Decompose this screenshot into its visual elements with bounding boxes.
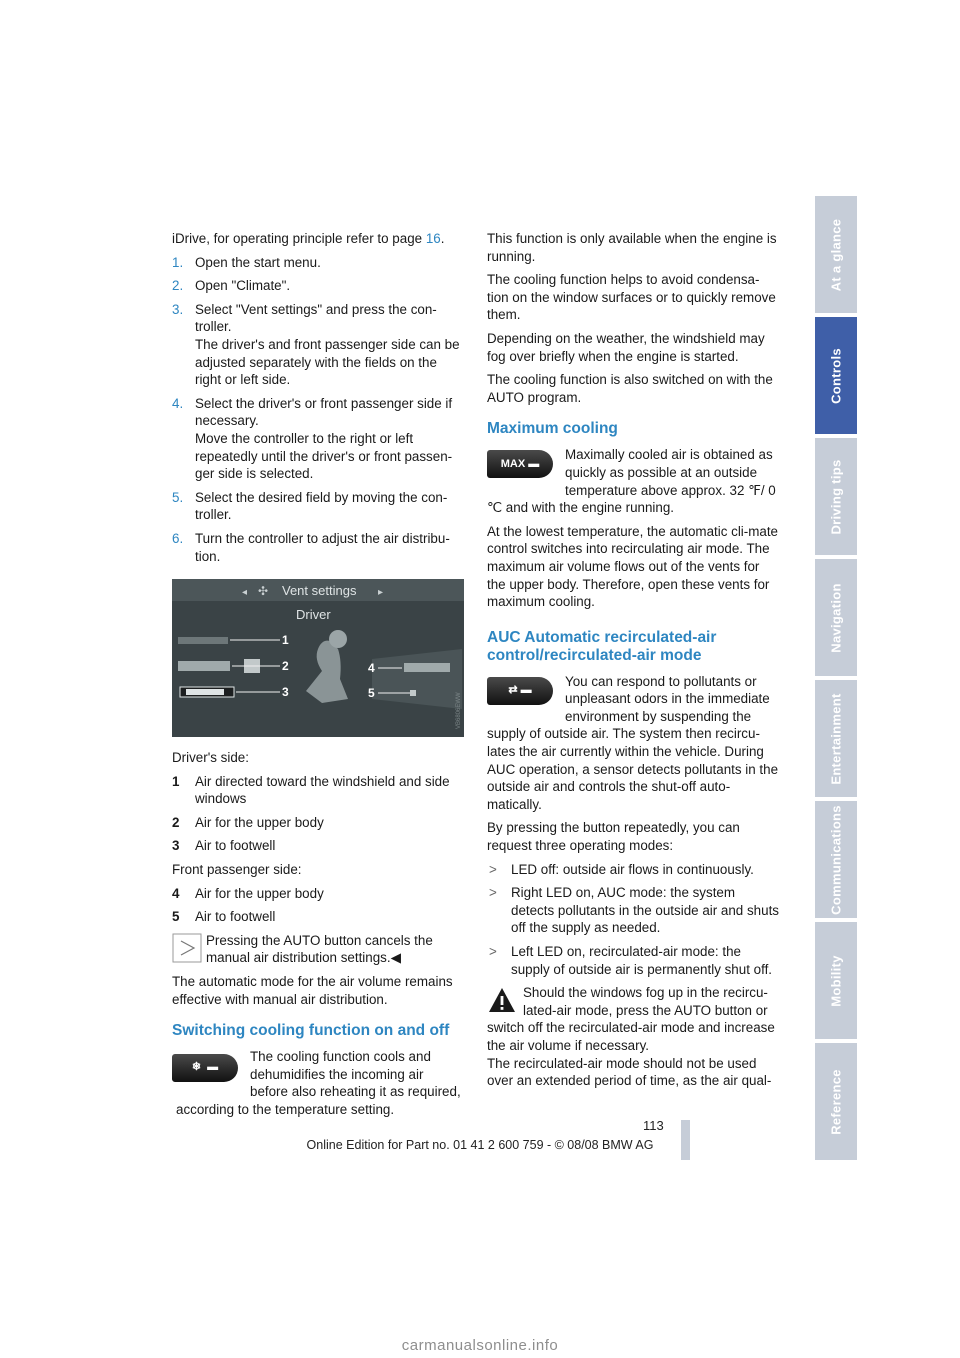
max-button-label: MAX xyxy=(500,457,526,470)
tab-label: Mobility xyxy=(828,954,844,1007)
auc-section xyxy=(487,673,779,814)
step-text: Select the desired field by moving the con-troller. xyxy=(195,489,448,523)
warning-block xyxy=(487,984,779,1090)
auc-paragraph: You can respond to pollutants or unpleasant odors in the immediate environment by suspending the supply of outside air. The system then recircu-lates the air currently within the vehicle. During AUC operation, a sensor detects pollutants in the outside air and controls the shut-off auto-matically. xyxy=(487,673,779,812)
note-arrow-icon xyxy=(172,932,206,964)
cooling-heading: Switching cooling function on and off xyxy=(172,1022,450,1040)
step-3 xyxy=(172,301,464,389)
step-2 xyxy=(172,277,464,295)
cooling-section xyxy=(172,1048,464,1118)
left-column xyxy=(172,230,464,1125)
legend-text: Air for the upper body xyxy=(195,885,324,901)
callout-4: 4 xyxy=(368,661,375,676)
legend-item-3 xyxy=(172,837,464,855)
tab-at-a-glance[interactable] xyxy=(815,196,857,313)
note-text: Pressing the AUTO button cancels the manual air distribution settings. xyxy=(206,932,433,966)
legend-text: Air directed toward the windshield and side windows xyxy=(195,773,450,807)
left-arrow-icon: ◂ xyxy=(242,587,248,599)
max-cooling-section xyxy=(487,446,779,516)
max-cooling-paragraph: Maximally cooled air is obtained as quickly as possible at an outside temperature above approx. 32 ℉/ 0 ℃ and with the engine running. xyxy=(487,447,776,516)
tab-controls[interactable] xyxy=(815,317,857,434)
footer-text: Online Edition for Part no. 01 41 2 600 759 - © 08/08 BMW AG xyxy=(306,1138,654,1152)
auc-button-image xyxy=(487,673,557,707)
step-number: 5. xyxy=(172,489,184,505)
figure-code: VB6806EWW xyxy=(456,692,462,730)
figure-title: Vent settings xyxy=(282,583,357,599)
max-cooling-paragraph-2: At the lowest temperature, the automatic cli-mate control switches into recirculating air mode. The maximum air volume flows out of the vents for the upper body. Therefore, open these vents for maximum cooling. xyxy=(487,523,779,610)
tab-label: At a glance xyxy=(828,218,844,291)
vent-settings-screenshot xyxy=(172,579,464,737)
section-sidebar xyxy=(815,196,857,1164)
warning-text: Should the windows fog up in the recircu-lated-air mode, press the AUTO button or switch off the recirculated-air mode and increase the air volume if necessary. The recirculated-air mode should not be used over an extended period of time, as the air qual- xyxy=(487,985,775,1089)
mode-item-3 xyxy=(487,943,779,978)
mode-item-2 xyxy=(487,884,779,937)
intro-text: iDrive, for operating principle refer to page xyxy=(172,231,426,246)
page-number: 113 xyxy=(643,1118,664,1133)
legend-number: 1 xyxy=(172,773,180,789)
page-reference-link[interactable]: 16 xyxy=(425,231,441,246)
paragraph-3: Depending on the weather, the windshield may fog over briefly when the engine is started. xyxy=(487,330,765,364)
paragraph-2: The cooling function helps to avoid condensa-tion on the window surfaces or to quickly remove them. xyxy=(487,272,776,323)
cooling-paragraph: The cooling function cools and dehumidifies the incoming air before also reheating it as required, according to the temperature setting. xyxy=(176,1049,461,1117)
bullet-marker: > xyxy=(489,885,497,901)
passenger-side-label: Front passenger side: xyxy=(172,862,302,878)
step-text: Turn the controller to adjust the air distribu-tion. xyxy=(195,530,450,564)
mode-item-1 xyxy=(487,861,779,879)
legend-item-4 xyxy=(172,885,464,903)
tab-driving-tips[interactable] xyxy=(815,438,857,555)
intro-paragraph xyxy=(172,230,464,248)
right-arrow-icon: ▸ xyxy=(378,587,384,599)
legend-number: 5 xyxy=(172,909,180,925)
tab-label: Entertainment xyxy=(828,692,844,785)
right-column xyxy=(487,230,779,1096)
legend-text: Air for the upper body xyxy=(195,814,324,830)
tab-label: Communications xyxy=(828,804,844,915)
tab-label: Controls xyxy=(828,347,844,404)
step-number: 6. xyxy=(172,530,184,546)
bullet-marker: > xyxy=(489,861,497,877)
auto-mode-paragraph: The automatic mode for the air volume remains effective with manual air distribution. xyxy=(172,974,453,1007)
callout-1: 1 xyxy=(282,633,289,648)
tab-label: Driving tips xyxy=(828,458,844,535)
tab-navigation[interactable] xyxy=(815,559,857,676)
step-number: 3. xyxy=(172,301,184,317)
max-button-image xyxy=(487,446,557,480)
tab-label: Navigation xyxy=(828,582,844,653)
step-text: Select the driver's or front passenger side if necessary. Move the controller to the right or left repeatedly until the driver's or front passen-ger side is selected. xyxy=(195,395,453,482)
fan-icon: ✣ xyxy=(258,584,269,599)
tab-communications[interactable] xyxy=(815,801,857,918)
step-6 xyxy=(172,530,464,565)
legend-number: 3 xyxy=(172,838,180,854)
mode-text: Left LED on, recirculated-air mode: the supply of outside air is permanently shut off. xyxy=(511,944,773,977)
step-text: Open "Climate". xyxy=(195,278,291,294)
warning-triangle-icon xyxy=(487,986,517,1014)
step-number: 2. xyxy=(172,278,184,294)
paragraph-4: The cooling function is also switched on with the AUTO program. xyxy=(487,372,773,405)
modes-intro: By pressing the button repeatedly, you can request three operating modes: xyxy=(487,820,740,854)
legend-number: 2 xyxy=(172,814,180,830)
legend-text: Air to footwell xyxy=(195,838,276,854)
callout-5: 5 xyxy=(368,686,375,701)
step-number: 4. xyxy=(172,395,184,411)
figure-subtitle: Driver xyxy=(296,607,331,623)
intro-end: . xyxy=(440,231,445,246)
end-marker-icon: ◀ xyxy=(390,950,401,966)
callout-2: 2 xyxy=(282,659,289,674)
step-5 xyxy=(172,489,464,524)
mode-text: LED off: outside air flows in continuously. xyxy=(511,861,754,877)
legend-item-2 xyxy=(172,814,464,832)
watermark-text[interactable]: carmanualsonline.info xyxy=(401,1337,559,1354)
auc-heading: AUC Automatic recirculated-air control/recirculated-air mode xyxy=(487,628,717,664)
step-text: Select "Vent settings" and press the con-troller. The driver's and front passenger side can be adjusted separately with the fields on the right or left side. xyxy=(195,301,460,388)
legend-number: 4 xyxy=(172,885,180,901)
tab-label: Reference xyxy=(828,1068,844,1135)
step-1 xyxy=(172,254,464,272)
tab-mobility[interactable] xyxy=(815,922,857,1039)
note-text-wrap xyxy=(206,932,464,967)
recirculation-icon: ⇄ ▬ xyxy=(487,677,553,705)
paragraph-1: This function is only available when the engine is running. xyxy=(487,231,777,264)
note-block xyxy=(172,932,464,967)
snowflake-icon: ❄ ▬ xyxy=(172,1054,238,1082)
vent-settings-illustration xyxy=(172,579,464,737)
tab-entertainment[interactable] xyxy=(815,680,857,797)
callout-3: 3 xyxy=(282,685,289,700)
drivers-side-label: Driver's side: xyxy=(172,750,249,766)
legend-item-5 xyxy=(172,908,464,926)
step-text: Open the start menu. xyxy=(195,254,321,270)
legend-item-1 xyxy=(172,773,464,808)
mode-text: Right LED on, AUC mode: the system detects pollutants in the outside air and shuts off the supply as needed. xyxy=(511,885,779,936)
max-icon: MAX ▬ xyxy=(487,450,553,478)
bullet-marker: > xyxy=(489,944,497,959)
legend-text: Air to footwell xyxy=(195,909,276,925)
step-number: 1. xyxy=(172,254,184,270)
cooling-button-image xyxy=(172,1050,242,1084)
step-4 xyxy=(172,395,464,483)
max-cooling-heading: Maximum cooling xyxy=(487,420,618,438)
